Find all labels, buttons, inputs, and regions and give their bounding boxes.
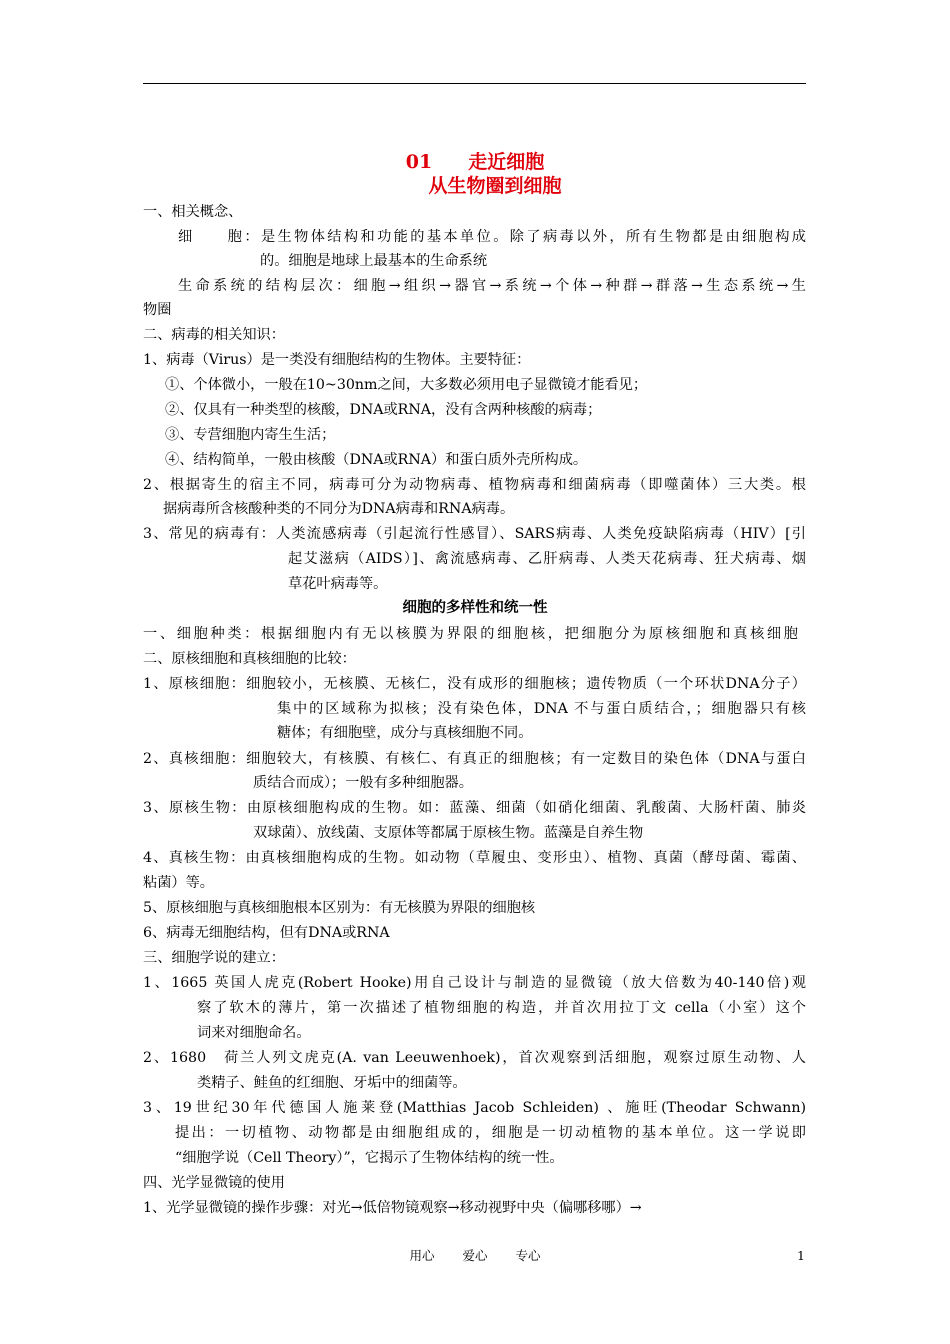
page-number: 1 bbox=[797, 1248, 805, 1263]
text-line: 三、细胞学说的建立： bbox=[143, 950, 285, 966]
text-line: 4、真核生物：由真核细胞构成的生物。如动物（草履虫、变形虫）、植物、真菌（酵母菌、霉菌、 bbox=[143, 850, 806, 866]
text-line: 集中的区域称为拟核；没有染色体，DNA 不与蛋白质结合，；细胞器只有核 bbox=[277, 701, 806, 717]
text-line: 提出：一切植物、动物都是由细胞组成的，细胞是一切动植物的基本单位。这一学说即 bbox=[175, 1125, 806, 1141]
text-line: 据病毒所含核酸种类的不同分为DNA病毒和RNA病毒。 bbox=[163, 501, 515, 517]
text-line: 草花叶病毒等。 bbox=[288, 576, 388, 592]
text-line: 一、细胞种类：根据细胞内有无以核膜为界限的细胞核，把细胞分为原核细胞和真核细胞 bbox=[143, 626, 798, 642]
text-line: 质结合而成）；一般有多种细胞器。 bbox=[253, 775, 473, 791]
text-line: 的。细胞是地球上最基本的生命系统 bbox=[260, 253, 488, 269]
text-line: 1、光学显微镜的操作步骤：对光→低倍物镜观察→移动视野中央（偏哪移哪）→ bbox=[143, 1200, 642, 1216]
chapter-title bbox=[0, 150, 950, 174]
text-line: 四、光学显微镜的使用 bbox=[143, 1175, 285, 1191]
text-line: 二、原核细胞和真核细胞的比较： bbox=[143, 651, 356, 667]
text-line: 粘菌）等。 bbox=[143, 875, 214, 891]
text-line: 类精子、鲑鱼的红细胞、牙垢中的细菌等。 bbox=[197, 1075, 467, 1091]
text-line: 二、病毒的相关知识： bbox=[143, 327, 285, 343]
text-line: 3、常见的病毒有：人类流感病毒（引起流行性感冒）、SARS病毒、人类免疫缺陷病毒（HIV）[引 bbox=[143, 526, 806, 542]
text-line: 词来对细胞命名。 bbox=[197, 1025, 311, 1041]
text-line: 生命系统的结构层次：细胞→组织→器官→系统→个体→种群→群落→生态系统→生 bbox=[178, 278, 806, 294]
text-line: 物圈 bbox=[143, 302, 172, 318]
section-title: 细胞的多样性和统一性 bbox=[402, 599, 548, 616]
text-line: ③、专营细胞内寄生生活； bbox=[165, 427, 336, 443]
text-line: 1、病毒（Virus）是一类没有细胞结构的生物体。主要特征： bbox=[143, 352, 531, 368]
text-line: 2、1680 荷兰人列文虎克(A. van Leeuwenhoek)，首次观察到活细胞，观察过原生动物、人 bbox=[143, 1050, 806, 1066]
footer-item: 专心 bbox=[515, 1248, 541, 1263]
page-footer bbox=[0, 1247, 950, 1265]
chapter-subtitle: 从生物圈到细胞 bbox=[428, 175, 562, 197]
text-line: 糖体；有细胞壁，成分与真核细胞不同。 bbox=[277, 725, 533, 741]
text-line: “细胞学说（Cell Theory）”，它揭示了生物体结构的统一性。 bbox=[175, 1150, 564, 1166]
text-line: 起艾滋病（AIDS）]、禽流感病毒、乙肝病毒、人类天花病毒、狂犬病毒、烟 bbox=[288, 551, 806, 567]
text-line: ②、仅具有一种类型的核酸，DNA或RNA，没有含两种核酸的病毒； bbox=[165, 402, 602, 418]
footer-item: 用心 bbox=[409, 1248, 435, 1263]
text-line: 1、原核细胞：细胞较小，无核膜、无核仁，没有成形的细胞核；遗传物质（一个环状DNA分子） bbox=[143, 676, 806, 692]
chapter-title-text: 走近细胞 bbox=[468, 151, 545, 173]
text-line: 察了软木的薄片，第一次描述了植物细胞的构造，并首次用拉丁文 cella（小室）这个 bbox=[197, 1000, 806, 1016]
text-line: 2、根据寄生的宿主不同，病毒可分为动物病毒、植物病毒和细菌病毒（即噬菌体）三大类。根 bbox=[143, 477, 806, 493]
text-line: 细 胞：是生物体结构和功能的基本单位。除了病毒以外，所有生物都是由细胞构成 bbox=[178, 229, 806, 245]
text-line: 双球菌）、放线菌、支原体等都属于原核生物。蓝藻是自养生物 bbox=[253, 825, 644, 841]
text-line: 3、19世纪30年代德国人施莱登(Matthias Jacob Schleiden) 、施旺(Theodar Schwann) bbox=[143, 1100, 806, 1116]
text-line: ④、结构简单，一般由核酸（DNA或RNA）和蛋白质外壳所构成。 bbox=[165, 452, 588, 468]
chapter-number: 01 bbox=[405, 151, 433, 173]
text-line: 5、原核细胞与真核细胞根本区别为：有无核膜为界限的细胞核 bbox=[143, 900, 536, 916]
text-line: 一、相关概念、 bbox=[143, 204, 243, 220]
text-line: ①、个体微小，一般在10~30nm之间，大多数必须用电子显微镜才能看见； bbox=[165, 377, 648, 393]
footer-item: 爱心 bbox=[462, 1248, 488, 1263]
header-rule bbox=[143, 83, 806, 84]
text-line: 1、1665 英国人虎克(Robert Hooke)用自己设计与制造的显微镜（放大倍数为40-140倍)观 bbox=[143, 975, 806, 991]
text-line: 6、病毒无细胞结构，但有DNA或RNA bbox=[143, 925, 390, 941]
text-line: 3、原核生物：由原核细胞构成的生物。如：蓝藻、细菌（如硝化细菌、乳酸菌、大肠杆菌、肺炎 bbox=[143, 800, 806, 816]
text-line: 2、真核细胞：细胞较大，有核膜、有核仁、有真正的细胞核；有一定数目的染色体（DNA与蛋白 bbox=[143, 751, 806, 767]
